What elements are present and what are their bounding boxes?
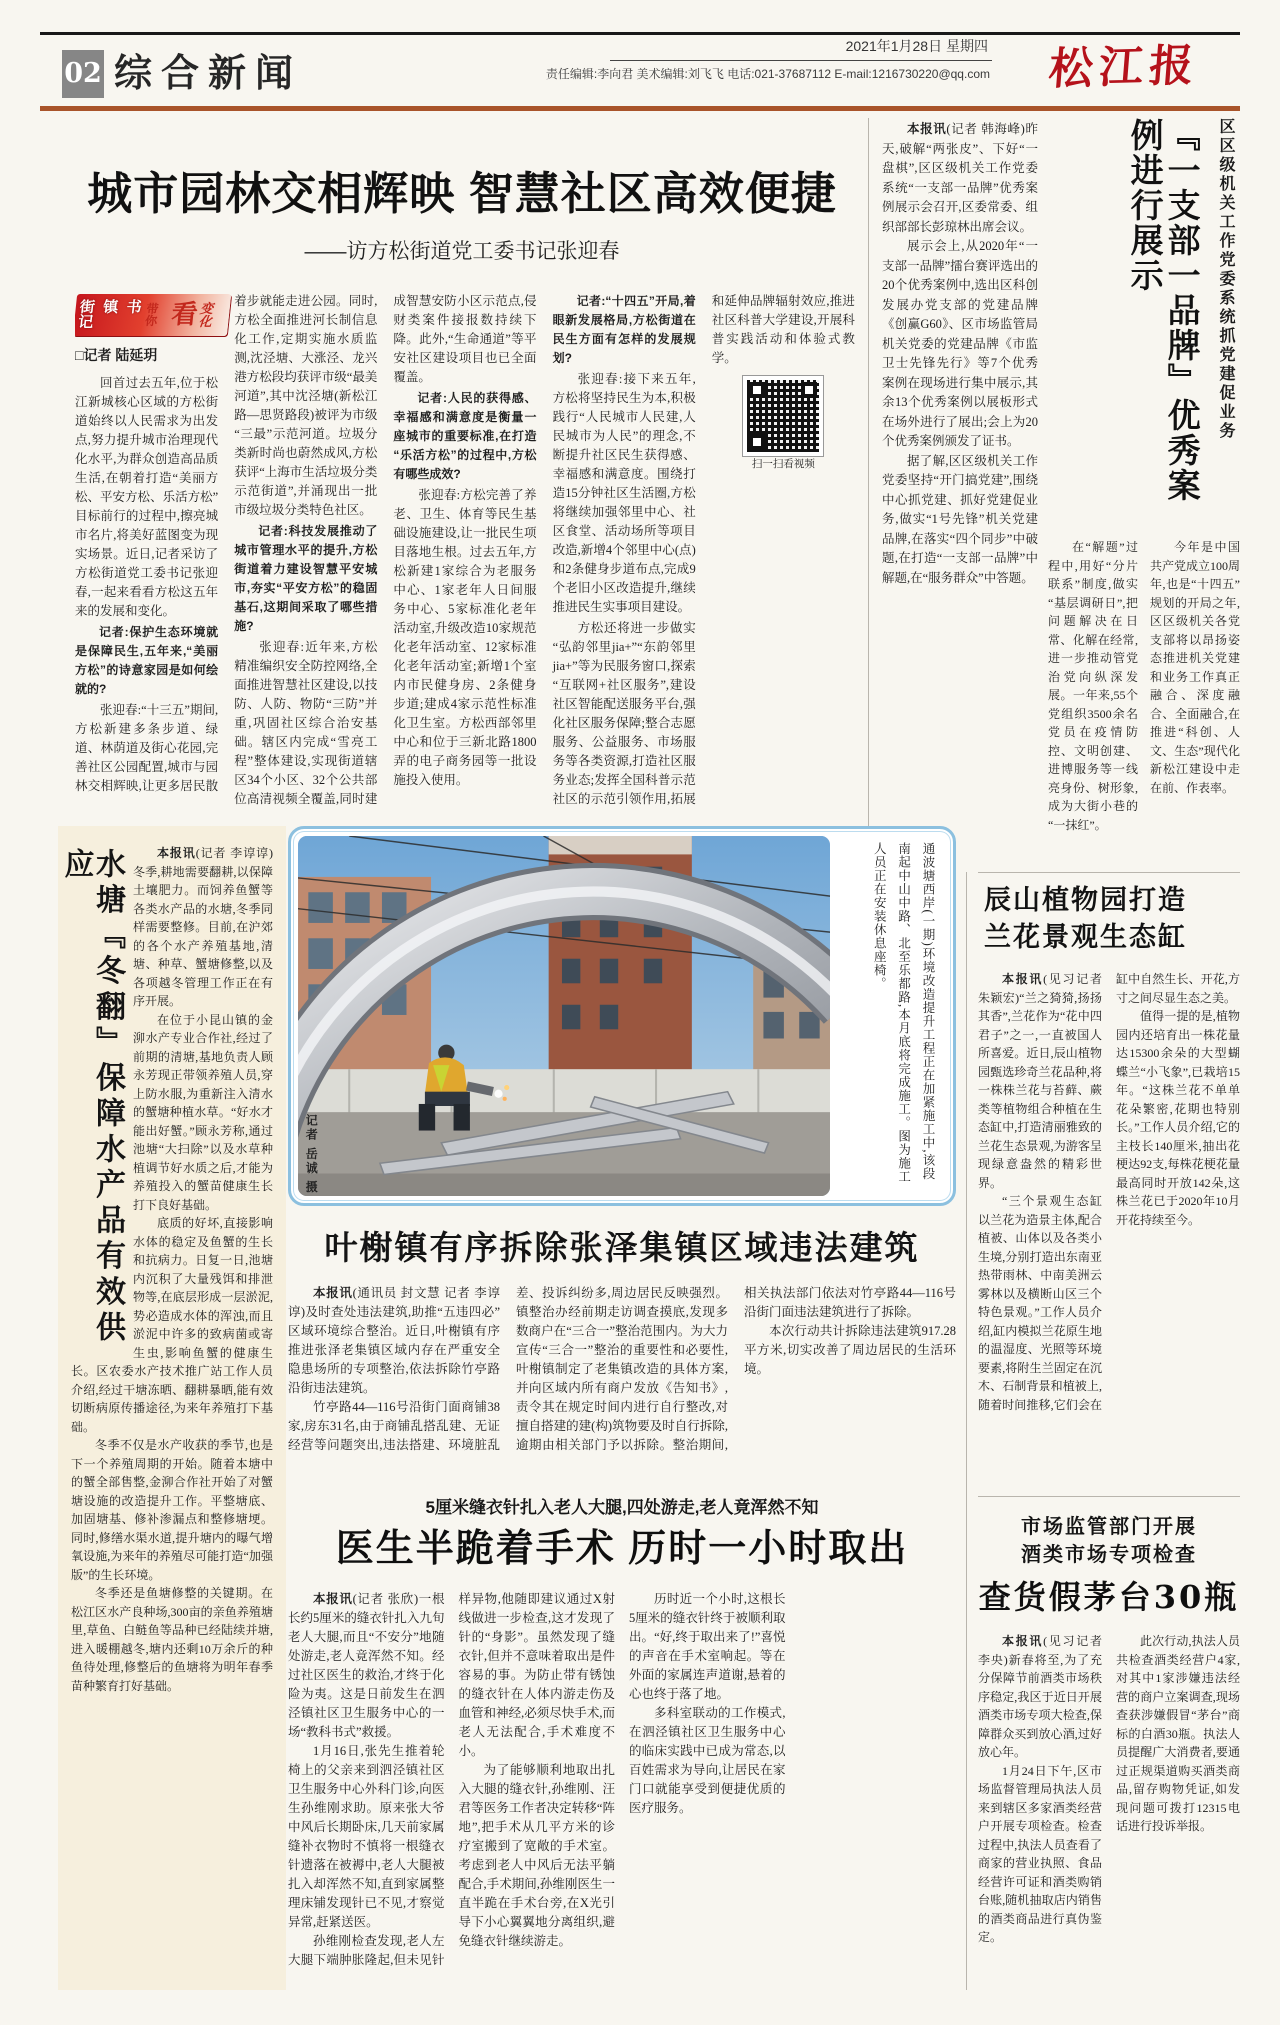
header-meta bbox=[470, 36, 992, 82]
photo-block bbox=[288, 826, 956, 1206]
doctor-paragraph: 多科室联动的工作模式,在泗泾镇社区卫生服务中心的临床实践中已成为常态,以百姓需求为导向,让居民在家门口就能享受到便捷优质的医疗服务。 bbox=[629, 1706, 786, 1815]
yexie-paragraph: 竹亭路44—116号沿街门面商铺38家,房东31名,由于商铺乱搭乱建、无证经营等问题突出,违法搭建、环境脏乱差、投诉纠纷多,周边居民反映强烈。镇整治办经前期走访调查摸底,发现多数商户在“三合一”整治范围内。为大力宣传“三合一”整治的重要性和必要性,叶榭镇制定了老集镇改造的具体方案,并向区域内所有商户发放《告知书》,责令其在规定时间内进行自行整改,对擅自搭建的建(构)筑物要及时自行拆除,逾期由相关部门予以拆除。整治期间,相关执法部门依法对竹亭路44—116号沿街门面违法建筑进行了拆除。 bbox=[288, 1286, 956, 1452]
lead-answer: 张迎春:“十三五”期间,方松新建多条步道、绿道、林荫道及街心花园,完善社区公园配置,城市与园林交相辉映,让更多居民散着步就能走进公园。同时,方松全面推进河长制信息化工作,定期实施水质监测,沈泾塘、大涨泾、龙兴港方松段均获评市级“最美河道”,其中沈泾塘(新松江路—思贤路段)被评为市级“三最”示范河道。垃圾分类新时尚也蔚然成风,方松获评“上海市生活垃圾分类示范街道”,并涌现出一批市级垃圾分类特色社区。 bbox=[75, 294, 378, 793]
yexie-paragraph: 本次行动共计拆除违法建筑917.28平方米,切实改善了周边居民的生活环境。 bbox=[744, 1324, 956, 1376]
doctor-kicker: 5厘米缝衣针扎入老人大腿,四处游走,老人竟浑然不知 bbox=[425, 1498, 819, 1517]
badge-text-3: 看 bbox=[169, 300, 200, 330]
qr-block bbox=[743, 376, 823, 472]
chenshan-article bbox=[978, 882, 1240, 1438]
party-paragraph: 本报讯(记者 韩海峰)昨天,破解“两张皮”、下好“一盘棋”,区区级机关工作党委系统“一支部一品牌”优秀案例展示会召开,区委常委、组织部部长彭琼林出席会议。 bbox=[882, 122, 1038, 234]
maotai-paragraph: 1月24日下午,区市场监督管理局执法人员来到辖区多家酒类经营户开展专项检查。检查过程中,执法人员查看了商家的营业执照、食品经营许可证和酒类购销台账,随机抽取店内销售的酒类商品进行真伪鉴定。 bbox=[978, 1763, 1102, 1944]
lead-answer: 张迎春:方松完善了养老、卫生、体育等民生基础设施建设,让一批民生项目落地生根。过去五年,方松新建1家综合为老服务中心、1家老年人日间服务中心、5家标准化老年活动室,升级改造10家规范化老年活动室、12家标准化老年活动室;新增1个室内市民健身房、2条健身步道;建成4家示范性标准化卫生室。方松西部邻里中心和位于三新北路1800弄的电子商务园等一批设施投入使用。 bbox=[393, 488, 537, 787]
badge-text-4: 变化 bbox=[197, 301, 214, 329]
lead-answer: 方松还将进一步做实“弘韵邻里jia+”“东韵邻里jia+”等为民服务窗口,探索“互联网+社区服务”,建设社区智能配送服务平台,强化社区服务保障;整合志愿服务、公益服务、市场服务等各类资源,打造社区服务业态;发挥全国科普示范社区的示范引领作用,拓展和延伸品牌辐射效应,推进社区科普大学建设,开展科普实践活动和体验式教学。 bbox=[552, 294, 855, 806]
dateline-label: 本报讯 bbox=[157, 846, 196, 860]
party-kicker: 区区级机关工作党委系统抓党建促业务 bbox=[1217, 118, 1234, 441]
dateline-label: 本报讯 bbox=[1002, 1634, 1044, 1648]
page-number: 02 bbox=[62, 50, 104, 98]
doctor-paragraph: 1月16日,张先生推着轮椅上的父亲来到泗泾镇社区卫生服务中心外科门诊,向医生孙维刚求助。原来张大爷中风后长期卧床,几天前家属缝补衣物时不慎将一根缝衣针遗落在被褥中,老人大腿被扎入却浑然不知,直到家属整理床铺发现针已不见,才察觉异常,赶紧送医。 bbox=[288, 1744, 445, 1929]
section-title: 综合新闻 bbox=[114, 53, 303, 95]
party-paragraph: 在“解题”过程中,用好“分片联系”制度,做实“基层调研日”,把问题解决在日常、化解在经常,进一步推动管党治党向纵深发展。一年来,55个党组织3500余名党员在疫情防控、文明创建、进博服务等一线亮身份、树形象,成为大街小巷的“一抹红”。 bbox=[1048, 540, 1138, 832]
right-col-mid-rule bbox=[978, 1496, 1240, 1497]
yexie-body bbox=[288, 1284, 956, 1462]
lead-question: 记者:“十四五”开局,着眼新发展格局,方松街道在民生方面有怎样的发展规划? bbox=[552, 294, 696, 365]
photo-caption: 通波塘西岸(一期)环境改造提升工程正在加紧施工中,该段南起中山中路、北至乐都路,本月底将完成施工。图为施工人员正在安装休息座椅。 bbox=[872, 842, 935, 1184]
lead-subhead: ——访方松街道党工委书记张迎春 bbox=[304, 240, 620, 263]
party-article-body bbox=[882, 120, 1038, 862]
masthead-logo: 松江报 bbox=[1046, 40, 1202, 95]
party-paragraph: 展示会上,从2020年“一支部一品牌”擂台赛评选出的20个优秀案例中,选出区科创发展办党支部的党建品牌《创赢G60》、区市场监管局机关党委的党建品牌《市监卫士先锋先行》等7个优秀案例在现场进行集中展示,其余13个优秀案例以展板形式在场外进行了展出;会上为20个优秀案例颁发了证书。 bbox=[882, 239, 1038, 448]
yexie-article bbox=[288, 1228, 956, 1462]
badge-text-2: 带你 bbox=[144, 302, 160, 328]
maotai-body bbox=[978, 1632, 1240, 1962]
doctor-paragraph: 本报讯(记者 张欣)一根长约5厘米的缝衣针扎入九旬老人大腿,而且“不安分”地随处游走,老人竟浑然不知。经过社区医生的救治,才终于化险为夷。这是日前发生在泗泾镇社区卫生服务中心的一场“教科书式”救援。 bbox=[288, 1592, 445, 1739]
lead-headline: 城市园林交相辉映 智慧社区高效便捷 bbox=[87, 168, 837, 220]
yexie-paragraph: 本报讯(通讯员 封文慧 记者 李谆谆)及时查处违法建筑,助推“五违四必”区域环境综合整治。近日,叶榭镇有序推进张泽老集镇区域内存在严重安全隐患场所的专项整治,依法拆除竹亭路沿街违法建筑。 bbox=[288, 1286, 500, 1395]
photo-illustration bbox=[298, 836, 830, 1196]
maotai-article bbox=[978, 1512, 1240, 1962]
column-badge bbox=[75, 294, 231, 336]
yexie-headline: 叶榭镇有序拆除张泽集镇区域违法建筑 bbox=[324, 1228, 920, 1267]
party-vertical-title bbox=[1048, 118, 1240, 522]
chenshan-paragraph: 本报讯(见习记者 朱颖宏)“兰之猗猗,扬扬其香”,兰花作为“花中四君子”之一,一直被国人所喜爱。近日,辰山植物园甄选珍奇兰花品种,将一株株兰花与苔藓、蕨类等植物组合种植在生态缸中,打造清丽雅致的兰花生态景观,为游客呈现绿意盎然的精彩世界。 bbox=[978, 972, 1102, 1190]
qr-code-icon bbox=[743, 376, 823, 456]
dateline-label: 本报讯 bbox=[907, 122, 947, 136]
right-col-top-rule bbox=[978, 872, 1240, 873]
photo-credit: 记者 岳诚 摄 bbox=[304, 1114, 319, 1195]
pond-paragraph: 本报讯(记者 李谆谆)冬季,耕地需要翻耕,以保障土壤肥力。而饲养鱼蟹等各类水产品的水塘,冬季同样需要整修。目前,在沪郊的各个水产养殖基地,清塘、种草、蟹塘修整,以及各项越冬管理工作正在有序开展。 bbox=[133, 846, 273, 1008]
lead-question: 记者:保护生态环境就是保障民生,五年来,“美丽方松”的诗意家园是如何绘就的? bbox=[75, 625, 219, 696]
party-headline: 『一支部一品牌』优秀案例进行展示 bbox=[1125, 118, 1202, 503]
construction-photo bbox=[298, 836, 830, 1196]
pond-paragraph: 在位于小昆山镇的金泖水产专业合作社,经过了前期的清塘,基地负责人顾永芳现正带领养殖人员,穿上防水服,为重新注入清水的蟹塘种植水草。“好水才能出好蟹。”顾永芳称,通过池塘“大扫除”以及水草种植调节好水质之后,才能为养殖投入的蟹苗健康生长打下良好基础。 bbox=[133, 1012, 273, 1212]
lead-question: 记者:科技发展推动了城市管理水平的提升,方松街道着力建设智慧平安城市,夯实“平安方松”的稳固基石,这期间采取了哪些措施? bbox=[234, 524, 378, 633]
lead-body bbox=[75, 292, 855, 812]
lead-byline: □记者 陆延玥 bbox=[75, 347, 158, 363]
pond-vertical-headline: 水塘『冬翻』保障水产品有效供应 bbox=[58, 848, 125, 1346]
column-rule-bottom bbox=[966, 872, 967, 1990]
doctor-article bbox=[288, 1496, 956, 1978]
doctor-paragraph: 为了能够顺利地取出扎入大腿的缝衣针,孙维刚、汪君等医务工作者决定转移“阵地”,把手术从几平方米的诊疗室搬到了宽敞的手术室。考虑到老人中风后无法平躺配合,手术期间,孙维刚医生一直半跪在手术台旁,在X光引导下小心翼翼地分离组织,避免缝衣针继续游走。 bbox=[458, 1763, 615, 1948]
lead-paragraph: 回首过去五年,位于松江新城核心区域的方松街道始终以人民需求为出发点,努力提升城市治理现代化水平,为群众创造高品质生活,在朝着打造“美丽方松、平安方松、乐活方松”目标前行的过程中,擦亮城市名片,将美好蓝图变为现实场景。近日,记者采访了方松街道党工委书记张迎春,一起来看看方松这五年来的发展和变化。 bbox=[75, 376, 219, 618]
maotai-paragraph: 此次行动,执法人员共检查酒类经营户4家,对其中1家涉嫌违法经营的商户立案调查,现场查获涉嫌假冒“茅台”商标的白酒30瓶。执法人员提醒广大消费者,要通过正规渠道购买酒类商品,留存购物凭证,如发现问题可拨打12315电话进行投诉举报。 bbox=[1116, 1634, 1240, 1833]
pond-paragraph: 底质的好坏,直接影响水体的稳定及鱼蟹的生长和抗病力。日复一日,池塘内沉积了大量残饵和排泄物等,在底层形成一层淤泥,势必造成水体的浑浊,而且淤泥中许多的致病菌或寄生虫,影响鱼蟹的健康生长。区农委水产技术推广站工作人员介绍,经过干塘冻晒、翻耕暴晒,能有效切断病原传播途径,为来年养殖打下基础。 bbox=[71, 1216, 273, 1434]
dateline-label: 本报讯 bbox=[313, 1286, 353, 1300]
chenshan-paragraph: “三个景观生态缸以兰花为造景主体,配合植被、山体以及各类小生境,分别打造出东南亚热带雨林、中南美洲云雾林以及横断山区三个特色景观。”工作人员介绍,缸内模拟兰花原生地的温湿度、光照等环境要素,将附生兰固定在沉木、石制背景和植被上,随着时间推移,它们会在缸中自然生长、开花,方寸之间尽显生态之美。 bbox=[978, 972, 1240, 1412]
party-paragraph: 今年是中国共产党成立100周年,也是“十四五”规划的开局之年,区区级机关各党支部将以昂扬姿态推进机关党建和业务工作真正融合、深度融合、全面融合,在推进“科创、人文、生态”现代化新松江建设中走在前、作表率。 bbox=[1150, 540, 1240, 795]
editors-line: 责任编辑:李向君 美术编辑:刘飞飞 电话:021-37687112 E-mail:1216730220@qq.com bbox=[545, 67, 990, 81]
qr-caption: 扫一扫看视频 bbox=[751, 458, 815, 470]
top-rule bbox=[40, 32, 1240, 35]
lead-answer: 张迎春:近年来,方松精准编织安全防控网络,全面推进智慧社区建设,以技防、人防、物防“三防”并重,巩固社区综合治安基础。辖区内完成“雪亮工程”整体建设,实现街道辖区34个小区、32个公共部位高清视频全覆盖,同时建成智慧安防小区示范点,侵财类案件接报数持续下降。此外,“生命通道”等平安社区建设项目也已全面覆盖。 bbox=[234, 294, 537, 806]
lead-answer: 张迎春:接下来五年,方松将坚持民生为本,积极践行“人民城市人民建,人民城市为人民”的理念,不断提升社区民生获得感、幸福感和满意度。围绕打造15分钟社区生活圈,方松将继续加强邻里中心、社区食堂、活动场所等项目改造,新增4个邻里中心(点)和2条健身步道布点,完成9个老旧小区改造提升,继续推进民生实事项目建设。 bbox=[552, 372, 696, 614]
column-rule-top bbox=[868, 118, 869, 860]
badge-text-1: 街镇书记 bbox=[77, 299, 144, 331]
chenshan-paragraph: 值得一提的是,植物园内还培育出一株花量达15300余朵的大型蝴蝶兰“小飞象”,已栽培15年。“这株兰花不单单花朵繁密,花期也特别长。”工作人员介绍,它的主枝长140厘米,抽出花梗达92支,每株花梗花量最高同时开放142朵,这株兰花已于2020年10月开花持续至今。 bbox=[1116, 1009, 1240, 1227]
party-paragraph: 据了解,区区级机关工作党委坚持“开门搞党建”,围绕中心抓党建、抓好党建促业务,做实“1号先锋”机关党建品牌,在落实“四个同步”中破题,在打造“一支部一品牌”中解题,在“服务群众”中答题。 bbox=[882, 453, 1038, 585]
maotai-kicker: 市场监管部门开展 酒类市场专项检查 bbox=[1021, 1514, 1197, 1566]
lead-question: 记者:人民的获得感、幸福感和满意度是衡量一座城市的重要标准,在打造“乐活方松”的过程中,方松有哪些成效? bbox=[393, 391, 537, 481]
date: 2021年1月28日 星期四 bbox=[845, 38, 988, 54]
maotai-paragraph: 本报讯(见习记者 李央)新春将至,为了充分保障节前酒类市场秩序稳定,我区于近日开展酒类市场专项大检查,保障群众买到放心酒,过好放心年。 bbox=[978, 1634, 1102, 1759]
doctor-paragraph: 孙维刚检查发现,老人左大腿下端肿胀隆起,但未见针样异物,他随即建议通过X射线做进一步检查,这才发现了针的“身影”。虽然发现了缝衣针,但并不意味着取出是件容易的事。为防止带有锈蚀的缝衣针在人体内游走伤及血管和神经,必须尽快手术,而老人无法配合,手术难度不小。 bbox=[288, 1592, 615, 1967]
dateline-label: 本报讯 bbox=[313, 1592, 353, 1606]
dateline-label: 本报讯 bbox=[1002, 972, 1044, 986]
maotai-headline: 查货假茅台30瓶 bbox=[978, 1578, 1240, 1616]
party-article-continuation bbox=[1048, 538, 1240, 862]
doctor-paragraph: 历时近一个小时,这根长5厘米的缝衣针终于被顺利取出。“好,终于取出来了!”喜悦的声音在手术室响起。等在外面的家属连声道谢,悬着的心也终于落了地。 bbox=[629, 1592, 786, 1701]
doctor-body bbox=[288, 1590, 956, 1978]
doctor-headline: 医生半跪着手术 历时一小时取出 bbox=[335, 1528, 909, 1570]
pond-article bbox=[58, 826, 286, 1990]
header-divider bbox=[610, 60, 992, 61]
pond-paragraph: 冬季还是鱼塘修整的关键期。在松江区水产良种场,300亩的亲鱼养殖塘里,草鱼、白鲢鱼等品种已经陆续并塘,进入暖棚越冬,塘内还剩10万余斤的种鱼待处理,修整后的鱼塘将为明年春季苗种繁育打好基础。 bbox=[71, 1586, 273, 1693]
pond-paragraph: 冬季不仅是水产收获的季节,也是下一个养殖周期的开始。随着本塘中的蟹全部售整,金泖合作社开始了对蟹塘设施的改造提升工作。平整塘底、加固塘基、修补渗漏点和整修塘埂。同时,修缮水渠水道,提升塘内的曝气增氧设施,为来年的养殖尽可能打造“加强版”的生长环境。 bbox=[71, 1438, 273, 1582]
chenshan-headline: 辰山植物园打造 兰花景观生态缸 bbox=[984, 885, 1187, 953]
accent-rule bbox=[40, 106, 1240, 111]
chenshan-body bbox=[978, 970, 1240, 1438]
